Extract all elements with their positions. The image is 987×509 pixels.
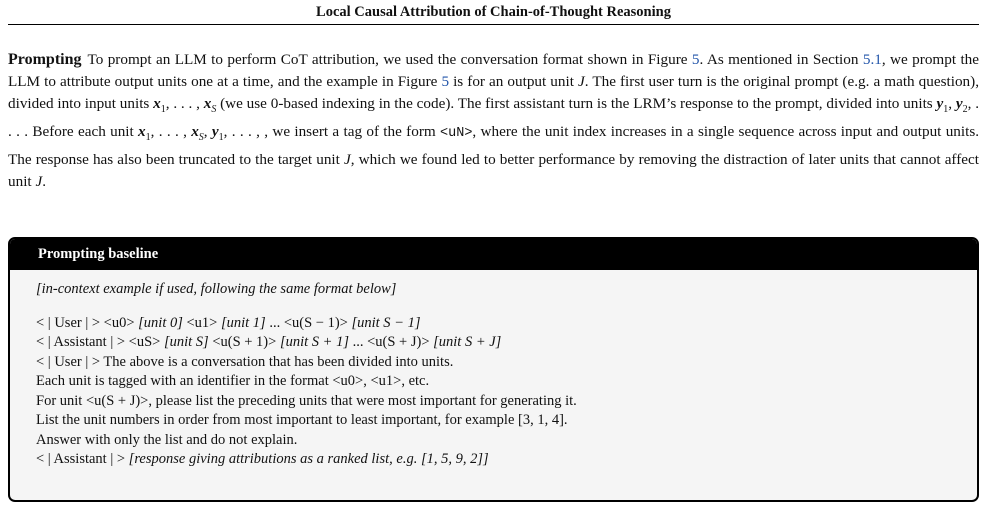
unit-placeholder: [unit S + J] xyxy=(433,334,502,350)
intro-line: [in-context example if used, following the same format below] xyxy=(36,281,397,297)
math-sub: 1 xyxy=(160,104,166,116)
instruction-line: List the unit numbers in order from most important to least important, for example [3, 1, 4]. xyxy=(36,412,568,428)
math-sub: S xyxy=(211,104,217,116)
spacer xyxy=(36,300,977,314)
unit-placeholder: [unit 0] xyxy=(138,314,183,331)
assistant-response-line xyxy=(36,450,977,470)
text-run: To prompt an LLM to perform CoT attribution, we used the conversation format shown in Figure xyxy=(87,51,692,68)
text-run: is for an output unit xyxy=(449,73,578,90)
text-run: , we insert a tag of the form xyxy=(264,123,441,141)
figure-ref[interactable]: 5 xyxy=(441,73,450,90)
user-tag: < | User | > xyxy=(36,314,101,331)
math-J: J xyxy=(35,173,43,191)
math-sub: S xyxy=(198,132,204,144)
math-x: x xyxy=(153,95,161,112)
math-sub: 1 xyxy=(145,132,151,144)
user-instruction-line xyxy=(36,353,977,373)
running-header: Local Causal Attribution of Chain-of-Thought Reasoning xyxy=(316,4,671,20)
unit-placeholder: [unit S − 1] xyxy=(351,314,421,331)
assistant-tag: < | Assistant | > xyxy=(36,334,126,350)
math-ellipsis: , . . . , xyxy=(165,95,204,112)
ellipsis: ... xyxy=(269,314,281,331)
instruction-line: Each unit is tagged with an identifier in the format <u0>, <u1>, etc. xyxy=(36,373,430,389)
unit-tag: <u(S + 1)> xyxy=(212,334,277,350)
prompting-baseline-box xyxy=(8,237,979,502)
header-rule xyxy=(8,24,979,25)
math-sub: 2 xyxy=(962,104,968,116)
instruction-text: For unit xyxy=(36,392,86,409)
math-y: y xyxy=(955,95,963,112)
text-run: . xyxy=(42,173,46,191)
math-J: J xyxy=(578,73,585,90)
unit-tag: <u(S + J)> xyxy=(367,334,430,350)
text-run: , . . . . Before each unit xyxy=(8,95,980,141)
user-turn-line xyxy=(36,314,977,334)
math-ellipsis: , . . . , xyxy=(150,123,192,141)
figure-ref[interactable]: 5 xyxy=(691,51,700,68)
assistant-tag: < | Assistant | > xyxy=(36,451,126,467)
box-title: Prompting baseline xyxy=(10,239,977,270)
unit-tag: <u1> xyxy=(186,314,218,331)
ellipsis: ... xyxy=(352,334,364,350)
text-run: (we use 0-based indexing in the code). The first assistant turn is the LRM’s response to the prompt, divided into units xyxy=(216,95,937,112)
unit-placeholder: [unit S] xyxy=(163,334,209,350)
unit-tag: <u(S − 1)> xyxy=(283,314,348,331)
math-sub: 1 xyxy=(943,104,949,116)
box-body xyxy=(10,270,977,470)
unit-tag-code: <uN> xyxy=(440,126,473,142)
text-run: . As mentioned in Section xyxy=(699,51,863,68)
paragraph-heading: Prompting xyxy=(8,51,82,68)
math-J: J xyxy=(343,151,351,169)
text-run: , we prompt the LLM to attribute output units one at a time, and the example in Figure xyxy=(8,51,979,90)
math-x: x xyxy=(191,123,199,141)
math-y: y xyxy=(211,123,219,141)
text-run: , where the unit index increases in a single sequence across input and output units. The response has also been truncated to the target unit xyxy=(8,123,980,169)
math-ellipsis: , . . . , xyxy=(223,123,265,141)
section-ref[interactable]: 5.1 xyxy=(862,51,882,68)
math-sub: 1 xyxy=(218,132,224,144)
math-x: x xyxy=(138,123,146,141)
prompting-paragraph: Prompting To prompt an LLM to perform CoT attribution, we used the conversation format shown in Figure 5. As mentioned in Section 5.1, we prompt the LLM to attribute output units one at a time, and the example in Figure 5 is for an output unit J. The first user turn is the original prompt (e.g. a math question), divided into input units $x_1$, . . . , $x_S$ (we use 0-based indexing in the code). The first assistant turn is the LRM’s response to the prompt, divided into units $y_1$, $y_2$, . . . . Before each unit $x_1$, . . . , $x_S$, $y_1$, . . . , , we insert a tag of the form <uN>, where the unit index increases in a single sequence across input and output units. The response has also been truncated to the target unit J, which we found led to better performance by removing the distraction of later units that cannot affect unit J. xyxy=(8,51,980,191)
unit-tag: <u0> xyxy=(103,314,135,331)
unit-tag: <u(S + J)> xyxy=(85,392,149,409)
text-run: . The first user turn is the original prompt (e.g. a math question), divided into input units xyxy=(8,73,980,112)
text-run: , which we found led to better performance by removing the distraction of later units that cannot affect unit xyxy=(8,151,979,191)
instruction-text: The above is a conversation that has been divided into units. xyxy=(103,353,454,370)
instruction-line xyxy=(36,392,977,412)
math-x: x xyxy=(203,95,212,112)
assistant-turn-line xyxy=(36,333,977,353)
unit-placeholder: [unit 1] xyxy=(220,314,266,331)
unit-tag: <uS> xyxy=(128,334,161,350)
user-tag: < | User | > xyxy=(36,353,101,370)
response-placeholder: [response giving attributions as a ranked list, e.g. [1, 5, 9, 2]] xyxy=(128,451,489,467)
math-y: y xyxy=(936,95,944,112)
instruction-line: Answer with only the list and do not explain. xyxy=(36,431,298,448)
unit-placeholder: [unit S + 1] xyxy=(279,334,349,350)
instruction-text: , please list the preceding units that were most important for generating it. xyxy=(148,392,577,409)
